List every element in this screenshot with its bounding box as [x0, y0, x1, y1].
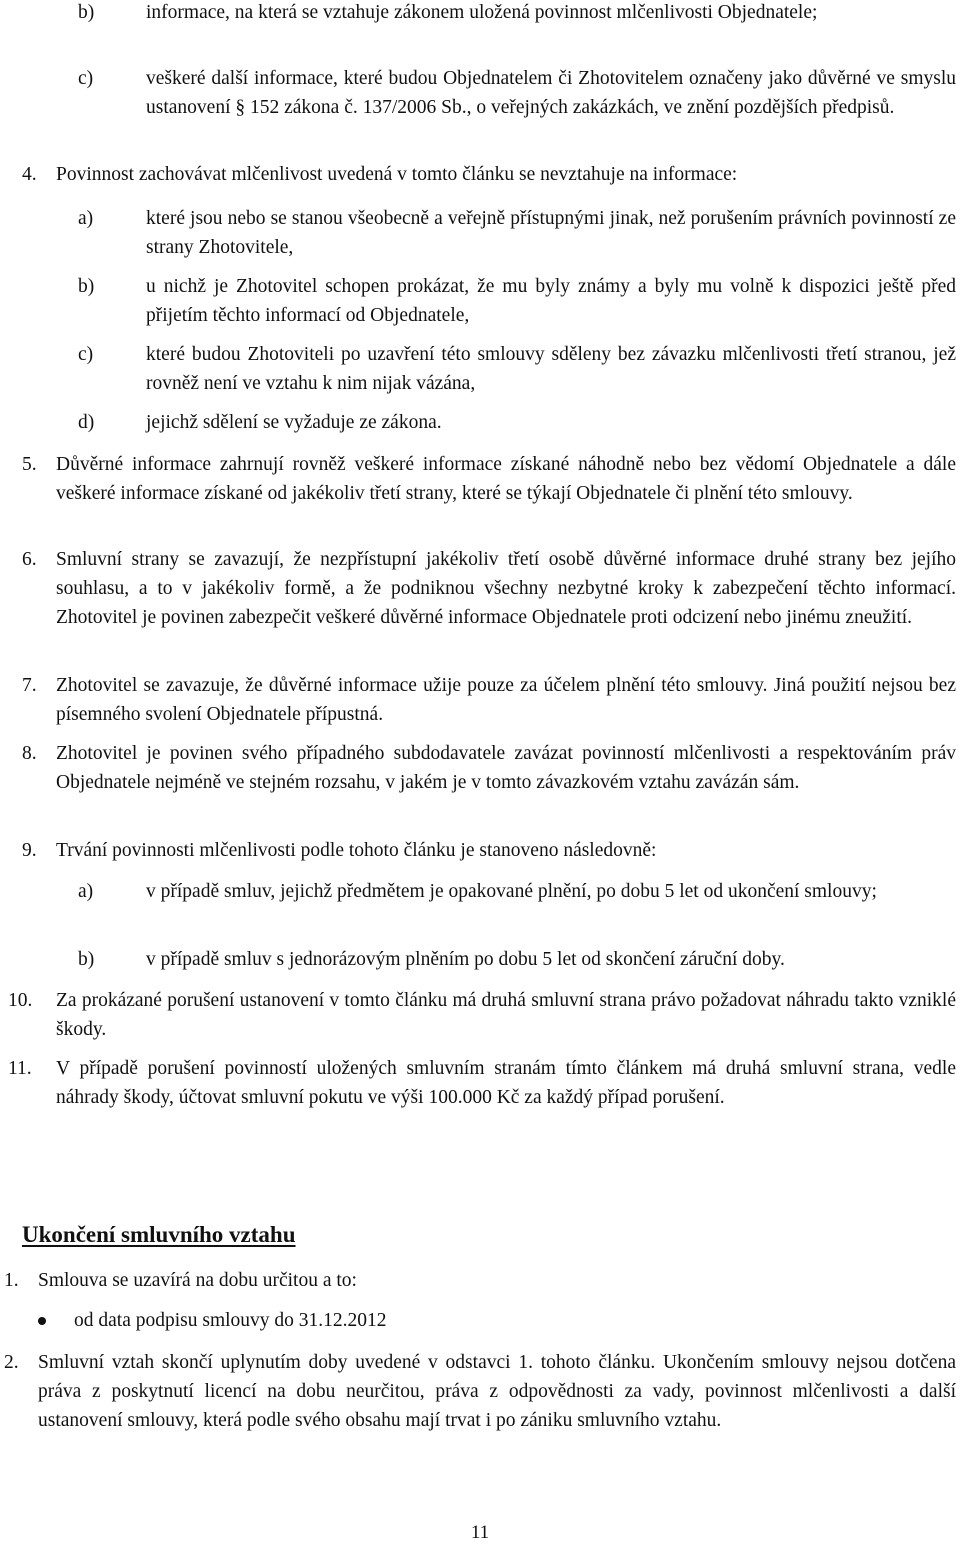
item-label: c) — [78, 344, 94, 365]
item-label: b) — [78, 949, 95, 970]
item-label: a) — [78, 881, 94, 902]
clause-text: Zhotovitel se zavazuje, že důvěrné informace užije pouze za účelem plnění této smlouvy. Jiná použití nejsou bez písemného svolení Objednatele přípustná. — [56, 675, 956, 725]
clause-number: 10. — [8, 990, 33, 1011]
clause-number: 5. — [22, 454, 37, 475]
item-label: d) — [78, 412, 95, 433]
clause-text: Smluvní vztah skončí uplynutím doby uvedené v odstavci 1. tohoto článku. Ukončením smlouvy nejsou dotčena práva z poskytnutí licencí na dobu neurčitou, práva z odpovědnosti za vady, povinnost mlčenlivosti a další ustanovení smlouvy, která podle svého obsahu mají trvat i po zániku smluvního vztahu. — [38, 1352, 956, 1431]
item-text: v případě smluv, jejichž předmětem je opakované plnění, po dobu 5 let od ukončení smlouvy; — [146, 881, 877, 902]
item-text: které budou Zhotoviteli po uzavření této smlouvy sděleny bez závazku mlčenlivosti třetí stranou, jež rovněž není ve vztahu k nim nijak vázána, — [146, 344, 956, 394]
item-text: veškeré další informace, které budou Objednatelem či Zhotovitelem označeny jako důvěrné ve smyslu ustanovení § 152 zákona č. 137/2006 Sb., o veřejných zakázkách, ve znění pozdějších předpisů. — [146, 68, 956, 118]
clause-text: Za prokázané porušení ustanovení v tomto článku má druhá smluvní strana právo požadovat náhradu takto vzniklé škody. — [56, 990, 956, 1040]
item-text: jejichž sdělení se vyžaduje ze zákona. — [146, 412, 442, 433]
item-label: b) — [78, 2, 95, 23]
clause-text: Důvěrné informace zahrnují rovněž veškeré informace získané náhodně nebo bez vědomí Objednatele a dále veškeré informace získané od jakékoliv třetí strany, které se týkají Objednatele či plnění této smlouvy. — [56, 454, 956, 504]
item-text: u nichž je Zhotovitel schopen prokázat, že mu byly známy a byly mu volně k dispozici ještě před přijetím těchto informací od Objednatele, — [146, 276, 956, 326]
clause-text: Smluvní strany se zavazují, že nezpřístupní jakékoliv třetí osobě důvěrné informace druhé strany bez jejího souhlasu, a to v jakékoliv formě, a že podniknou všechny nezbytné kroky k zabezpečení těchto informací. Zhotovitel je povinen zabezpečit veškeré důvěrné informace Objednatele proti odcizení nebo jinému zneužití. — [56, 549, 956, 628]
clause-number: 2. — [4, 1352, 19, 1373]
clause-text: Zhotovitel je povinen svého případného subdodavatele zavázat povinností mlčenlivosti a respektováním práv Objednatele nejméně ve stejném rozsahu, v jakém je v tomto závazkovém vztahu zavázán sám. — [56, 743, 956, 793]
clause-number: 11. — [8, 1058, 32, 1079]
clause-number: 4. — [22, 164, 37, 185]
clause-text: Trvání povinnosti mlčenlivosti podle tohoto článku je stanoveno následovně: — [56, 840, 657, 861]
item-label: a) — [78, 208, 94, 229]
bullet-text: od data podpisu smlouvy do 31.12.2012 — [74, 1310, 387, 1331]
clause-text: Smlouva se uzavírá na dobu určitou a to: — [38, 1270, 357, 1291]
clause-number: 6. — [22, 549, 37, 570]
clause-number: 7. — [22, 675, 37, 696]
item-text: informace, na která se vztahuje zákonem uložená povinnost mlčenlivosti Objednatele; — [146, 2, 818, 23]
clause-text: Povinnost zachovávat mlčenlivost uvedená v tomto článku se nevztahuje na informace: — [56, 164, 738, 185]
section-heading: Ukončení smluvního vztahu — [22, 1222, 296, 1247]
item-label: b) — [78, 276, 95, 297]
clause-number: 8. — [22, 743, 37, 764]
clause-text: V případě porušení povinností uložených smluvním stranám tímto článkem má druhá smluvní strana, vedle náhrady škody, účtovat smluvní pokutu ve výši 100.000 Kč za každý případ porušení. — [56, 1058, 956, 1108]
item-text: které jsou nebo se stanou všeobecně a veřejně přístupnými jinak, než porušením právních povinností ze strany Zhotovitele, — [146, 208, 956, 258]
page-number: 11 — [470, 1522, 490, 1543]
item-text: v případě smluv s jednorázovým plněním po dobu 5 let od skončení záruční doby. — [146, 949, 785, 970]
clause-number: 9. — [22, 840, 37, 861]
bullet-icon — [38, 1317, 46, 1325]
item-label: c) — [78, 68, 94, 89]
clause-number: 1. — [4, 1270, 19, 1291]
